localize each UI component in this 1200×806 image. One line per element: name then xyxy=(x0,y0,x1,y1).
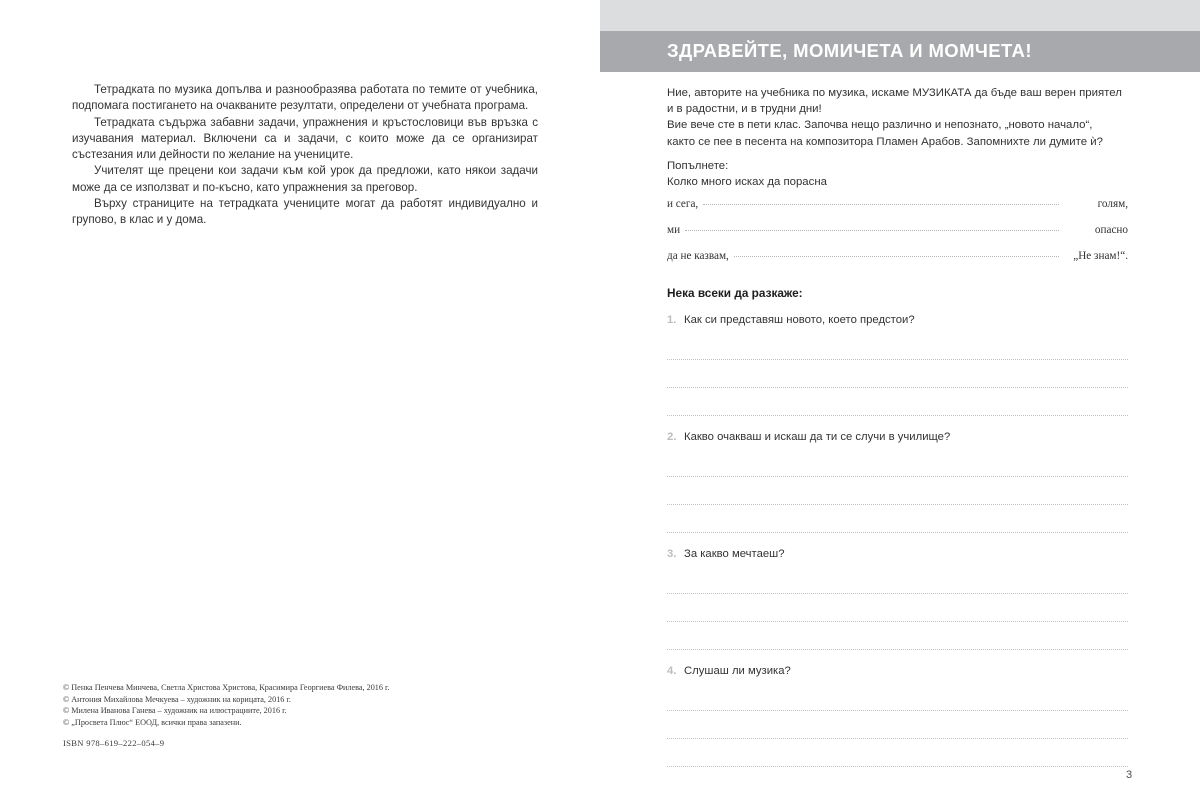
fill-in-row xyxy=(667,250,1128,276)
fill-in-tail-text: опасно xyxy=(1094,224,1128,236)
fill-in-blank[interactable] xyxy=(685,229,1059,231)
question-number: 4. xyxy=(667,665,677,677)
copyright-line: © Антония Михайлова Мечкуева – художник на корицата, 2016 г. xyxy=(63,694,291,704)
isbn-line: ISBN 978–619–222–054–9 xyxy=(63,738,165,748)
question-block xyxy=(667,548,1129,665)
question-text: Как си представяш новото, което предстои? xyxy=(684,314,915,326)
intro-paragraph: Тетрадката по музика допълва и разнообразява работата по темите от учебника, подпомага постигането на очакваните резултати, определени от учебната програма. xyxy=(72,83,538,113)
right-page xyxy=(600,0,1200,806)
greeting-line: както се пее в песента на композитора Пламен Арабов. Запомнихте ли думите ѝ? xyxy=(667,135,1103,148)
copyright-block xyxy=(63,682,533,728)
answer-line[interactable] xyxy=(667,711,1128,739)
question-number: 2. xyxy=(667,431,677,443)
answer-line[interactable] xyxy=(667,388,1128,416)
fill-in-rows xyxy=(667,198,1128,276)
answer-line[interactable] xyxy=(667,566,1128,594)
fill-in-lead-text: ми xyxy=(667,224,681,236)
greeting-line: Ние, авторите на учебника по музика, искаме МУЗИКАТА да бъде ваш верен приятел xyxy=(667,87,1122,99)
question-spacer xyxy=(667,416,1129,431)
decorative-light-band xyxy=(600,0,1200,31)
fill-in-row xyxy=(667,198,1128,224)
question-spacer xyxy=(667,650,1129,665)
question-block xyxy=(667,431,1129,548)
answer-line[interactable] xyxy=(667,683,1128,711)
answer-line[interactable] xyxy=(667,360,1128,388)
answer-line[interactable] xyxy=(667,594,1128,622)
answer-line[interactable] xyxy=(667,739,1128,767)
question-block xyxy=(667,665,1129,782)
fill-in-instruction-line: Попълнете: xyxy=(667,160,729,172)
answer-line[interactable] xyxy=(667,505,1128,533)
fill-in-instruction-line: Колко много исках да порасна xyxy=(667,176,827,189)
fill-in-blank[interactable] xyxy=(703,203,1059,205)
fill-in-instruction xyxy=(667,158,827,190)
question-number: 1. xyxy=(667,314,677,326)
question-text: За какво мечтаеш? xyxy=(684,548,785,560)
question-heading xyxy=(667,431,1129,449)
question-heading xyxy=(667,665,1129,683)
answer-line[interactable] xyxy=(667,449,1128,477)
fill-in-row xyxy=(667,224,1128,250)
question-number: 3. xyxy=(667,548,677,560)
intro-paragraph: Върху страниците на тетрадката учениците могат да работят индивидуално и групово, в клас и у дома. xyxy=(72,197,538,227)
copyright-line: © Милена Иванова Ганева – художник на илюстрациите, 2016 г. xyxy=(63,706,287,716)
question-heading xyxy=(667,548,1129,566)
copyright-line: © Пенка Пенчева Минчева, Светла Христова Христова, Красимира Георгиева Филева, 2016 г. xyxy=(63,683,390,692)
intro-text-block xyxy=(72,82,538,229)
question-heading xyxy=(667,314,1129,332)
questions-list xyxy=(667,314,1129,782)
question-spacer xyxy=(667,767,1129,782)
greeting-text xyxy=(667,85,1137,150)
page-number: 3 xyxy=(1126,769,1133,781)
fill-in-blank[interactable] xyxy=(734,255,1059,257)
question-text: Какво очакваш и искаш да ти се случи в училище? xyxy=(684,431,951,443)
fill-in-lead-text: и сега, xyxy=(667,198,699,210)
intro-paragraph: Учителят ще прецени кои задачи към кой урок да предложи, като някои задачи може да се използват и по-късно, като упражнения за преговор. xyxy=(72,164,538,194)
fill-in-lead-text: да не казвам, xyxy=(667,250,729,262)
answer-line[interactable] xyxy=(667,622,1128,650)
question-text: Слушаш ли музика? xyxy=(684,665,791,677)
question-spacer xyxy=(667,533,1129,548)
answer-line[interactable] xyxy=(667,332,1128,360)
greeting-line: и в радостни, и в трудни дни! xyxy=(667,103,822,116)
section-heading: Нека всеки да разкаже: xyxy=(667,286,803,300)
fill-in-tail-text: голям, xyxy=(1097,198,1128,210)
question-block xyxy=(667,314,1129,431)
intro-paragraph: Тетрадката съдържа забавни задачи, упражнения и кръстословици във връзка с изучавания материал. Включени са и задачи, с които може да се организират състезания или дейности по желание на учениците. xyxy=(72,115,538,162)
answer-line[interactable] xyxy=(667,477,1128,505)
banner-title: ЗДРАВЕЙТЕ, МОМИЧЕТА И МОМЧЕТА! xyxy=(667,40,1032,61)
copyright-line: © „Просвета Плюс“ ЕООД, всички права запазени. xyxy=(63,717,242,727)
greeting-line: Вие вече сте в пети клас. Започва нещо различно и непознато, „новото начало“, xyxy=(667,119,1093,132)
fill-in-tail-text: „Не знам!“. xyxy=(1073,250,1128,262)
